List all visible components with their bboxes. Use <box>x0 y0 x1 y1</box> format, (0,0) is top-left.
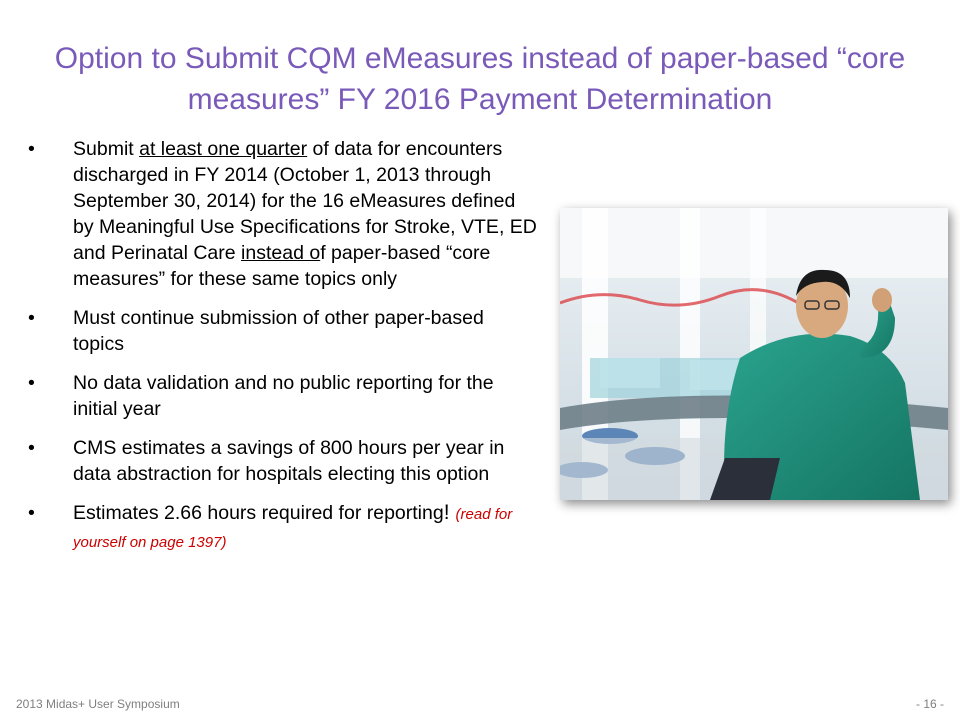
bullet-item-4 <box>28 435 538 487</box>
bullet-dot: • <box>28 307 35 329</box>
bullet-text: Must continue submission of other paper-based topics <box>73 307 484 355</box>
slide-title: Option to Submit CQM eMeasures instead of paper-based “core measures” FY 2016 Payment Determination <box>54 42 906 116</box>
bullet-list <box>28 136 538 569</box>
underlined-text: at least one quarter <box>139 138 308 160</box>
bullet-text: CMS estimates a savings of 800 hours per year in data abstraction for hospitals electing this option <box>73 437 505 485</box>
footer-event-name: 2013 Midas+ User Symposium <box>16 697 180 711</box>
man-hand <box>872 288 892 312</box>
photo-illustration <box>560 208 948 500</box>
bullet-text: of data for encounters discharged in FY 2014 (October 1, 2013 through September 30, 2014) for the 16 eMeasures defined by Meaningful Use Specifications for Stroke, VTE, ED and Perinatal Care <box>73 138 537 264</box>
bullet-text: No data validation and no public reporting for the initial year <box>73 372 494 420</box>
bullet-text: Submit <box>73 138 140 160</box>
bullet-item-5 <box>28 500 538 556</box>
bullet-dot: • <box>28 502 35 524</box>
monitor <box>600 358 660 388</box>
bullet-dot: • <box>28 437 35 459</box>
bullet-dot: • <box>28 138 35 160</box>
bullet-dot: • <box>28 372 35 394</box>
page-reference-note: (read for yourself on page 1397) <box>73 506 513 551</box>
bullet-item-3 <box>28 370 538 422</box>
bullet-text: Estimates 2.66 hours required for reporting <box>73 502 444 524</box>
underlined-text: instead o <box>241 242 321 264</box>
page-number: - 16 - <box>915 697 944 711</box>
bullet-text: f paper-based “core measures” for these same topics only <box>73 242 491 290</box>
bullet-item-2 <box>28 305 538 357</box>
man-at-desk-photo <box>560 208 948 500</box>
exclamation: ! <box>443 501 450 524</box>
bullet-item-1 <box>28 136 538 292</box>
